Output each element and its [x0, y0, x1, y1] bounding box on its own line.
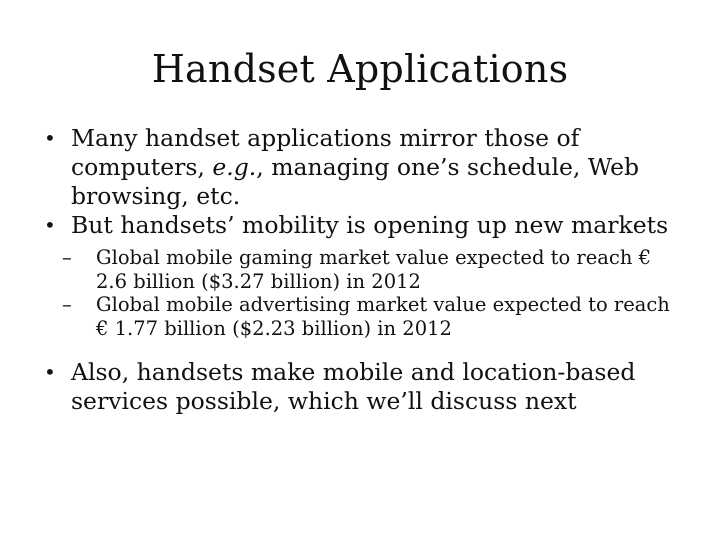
bullet-list — [44, 124, 684, 416]
bullet-text-emphasis: e.g. — [212, 153, 257, 181]
bullet-icon: • — [44, 126, 56, 150]
bullet-text — [71, 124, 639, 210]
slide-title: Handset Applications — [151, 47, 569, 91]
bullet-item — [44, 358, 684, 416]
bullet-icon: • — [44, 360, 56, 384]
subbullet-text: Global mobile advertising market value expected to reach € 1.77 billion ($2.23 billion) in 2012 — [96, 293, 670, 340]
bullet-icon: • — [44, 213, 56, 237]
bullet-text-part: , managing one’s schedule, Web browsing, etc. — [71, 153, 640, 210]
bullet-text-part: Many handset applications mirror those of computers, — [71, 124, 580, 181]
bullet-item — [44, 211, 684, 340]
subbullet-list — [62, 246, 684, 340]
subbullet-item — [62, 293, 684, 340]
dash-icon: – — [62, 246, 72, 269]
bullet-item — [44, 124, 684, 211]
subbullet-text: Global mobile gaming market value expected to reach € 2.6 billion ($3.27 billion) in 2012 — [96, 246, 651, 293]
bullet-text: Also, handsets make mobile and location-based services possible, which we’ll discuss next — [71, 358, 636, 415]
dash-icon: – — [62, 293, 72, 316]
bullet-text: But handsets’ mobility is opening up new markets — [71, 211, 669, 239]
subbullet-item — [62, 246, 684, 293]
